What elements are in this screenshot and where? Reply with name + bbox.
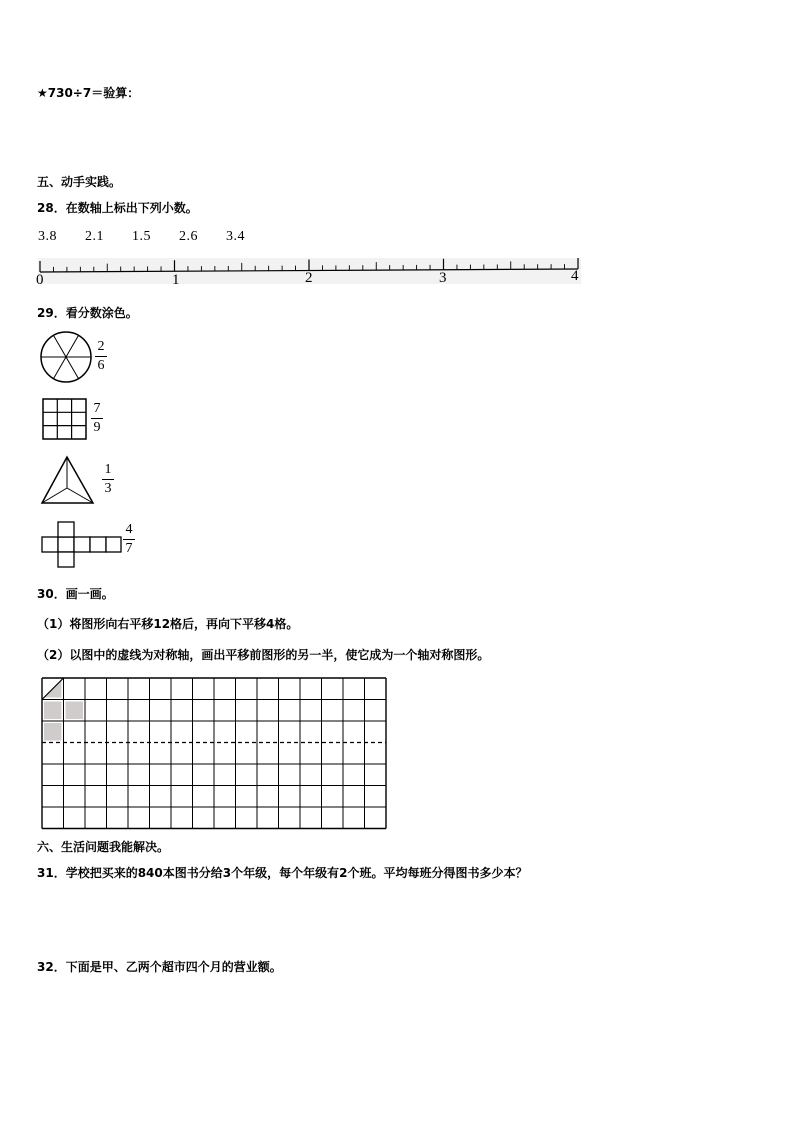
- section-6-heading: 六、生活问题我能解决。: [37, 840, 170, 854]
- fraction-numerator: 4: [125, 522, 133, 537]
- section-5-heading: 五、动手实践。: [37, 175, 122, 189]
- number-line-label-4: 4: [571, 268, 579, 284]
- shaded-cell: [44, 723, 62, 741]
- decimal-item: 2.6: [179, 229, 198, 244]
- fraction-numerator: 7: [93, 401, 101, 416]
- fraction-denominator: 7: [125, 541, 133, 556]
- fraction-bar: [91, 418, 103, 419]
- fraction-denominator: 6: [97, 358, 105, 373]
- number-line-label-1: 1: [172, 272, 180, 288]
- fraction-7-9: [91, 401, 103, 436]
- question-30: 30．画一画。: [37, 587, 114, 601]
- fraction-1-3: [102, 462, 114, 497]
- question-31: 31．学校把买来的840本图书分给3个年级，每个年级有2个班。平均每班分得图书多少本？: [37, 866, 528, 880]
- fraction-4-7: [123, 522, 135, 557]
- fraction-2-6: [95, 339, 107, 374]
- shaded-cell: [66, 702, 84, 720]
- drawing-grid[interactable]: [40, 676, 390, 832]
- fraction-numerator: 2: [97, 339, 105, 354]
- fraction-bar: [102, 479, 114, 480]
- grid-3x3-figure[interactable]: [42, 398, 88, 441]
- question-30-part-2: （2）以图中的虚线为对称轴，画出平移前图形的另一半，使它成为一个轴对称图形。: [37, 648, 490, 662]
- circle-figure[interactable]: [39, 330, 93, 384]
- question-29: 29．看分数涂色。: [37, 306, 138, 320]
- shaded-cell: [44, 702, 62, 720]
- number-line-label-3: 3: [439, 270, 447, 286]
- check-problem: ★730÷7＝验算：: [37, 86, 140, 100]
- cube-net-figure[interactable]: [40, 519, 122, 569]
- triangle-figure[interactable]: [40, 455, 96, 505]
- number-line-label-0: 0: [36, 272, 44, 288]
- fraction-bar: [95, 356, 107, 357]
- decimal-item: 2.1: [85, 229, 104, 244]
- fraction-denominator: 9: [93, 420, 101, 435]
- question-30-part-1: （1）将图形向右平移12格后，再向下平移4格。: [37, 617, 299, 631]
- number-line-label-2: 2: [305, 270, 313, 286]
- decimal-item: 1.5: [132, 229, 151, 244]
- fraction-denominator: 3: [104, 481, 112, 496]
- question-32: 32．下面是甲、乙两个超市四个月的营业额。: [37, 960, 282, 974]
- question-28: 28．在数轴上标出下列小数。: [37, 201, 198, 215]
- decimal-list: [38, 229, 269, 245]
- decimal-item: 3.4: [226, 229, 245, 244]
- fraction-numerator: 1: [104, 462, 112, 477]
- fraction-bar: [123, 539, 135, 540]
- decimal-item: 3.8: [38, 229, 57, 244]
